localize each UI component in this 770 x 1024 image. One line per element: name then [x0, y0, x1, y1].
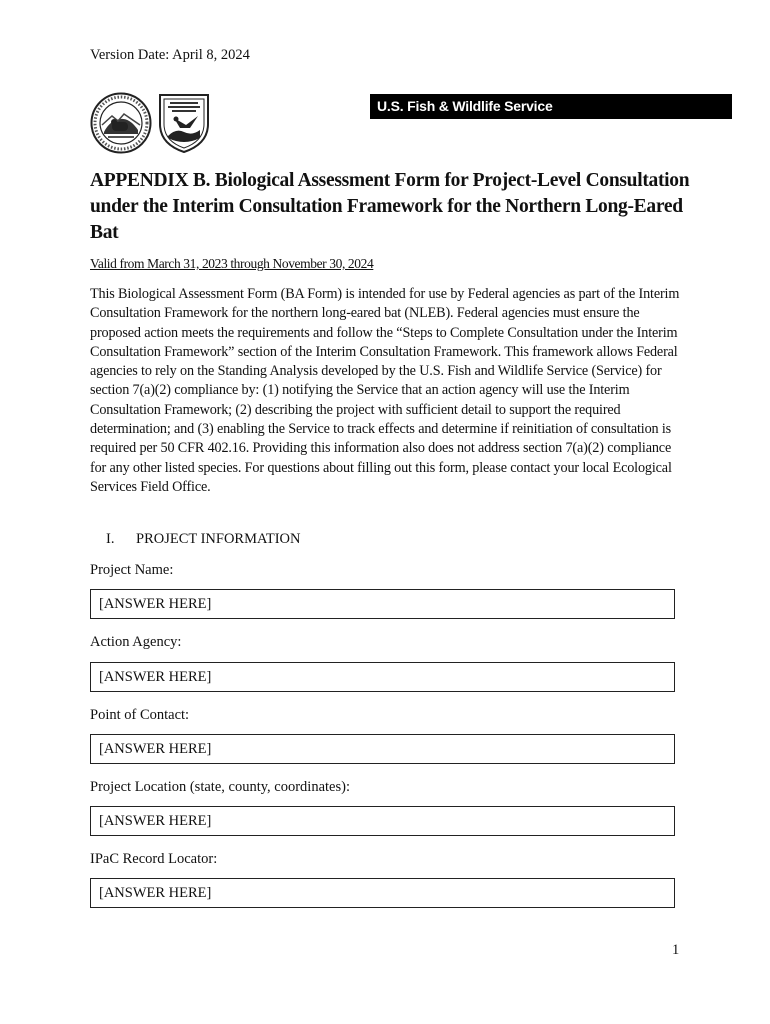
document-title: APPENDIX B. Biological Assessment Form for Project-Level Consultation under the Interim Consultation Framework for the Northern Long-Eared Bat: [90, 170, 690, 243]
doi-seal-icon: [90, 92, 152, 154]
action-agency-field[interactable]: [ANSWER HERE]: [90, 662, 675, 692]
ipac-locator-label: IPaC Record Locator:: [90, 851, 218, 867]
section-title: PROJECT INFORMATION: [136, 531, 301, 547]
ipac-locator-field[interactable]: [ANSWER HERE]: [90, 878, 675, 908]
section-heading: [106, 531, 301, 548]
validity-period: Valid from March 31, 2023 through November 30, 2024: [90, 256, 374, 271]
project-location-field[interactable]: [ANSWER HERE]: [90, 806, 675, 836]
project-name-label: Project Name:: [90, 562, 174, 578]
version-date: Version Date: April 8, 2024: [90, 47, 250, 63]
intro-paragraph: This Biological Assessment Form (BA Form) is intended for use by Federal agencies as part of the Interim Consultation Framework for the northern long-eared bat (NLEB). Federal agencies must ensure the proposed action meets the requirements and follow the “Steps to Complete Consultation under the Interim Consultation Framework” section of the Interim Consultation Framework. This framework allows Federal agencies to rely on the Standing Analysis developed by the U.S. Fish and Wildlife Service (Service) for section 7(a)(2) compliance by: (1) notifying the Service that an action agency will use the Interim Consultation Framework; (2) describing the project with sufficient detail to support the required determination; and (3) enabling the Service to track effects and determine if reinitiation of consultation is required per 50 CFR 402.16. Providing this information also does not address section 7(a)(2) compliance for any other listed species. For questions about filling out this form, please contact your local Ecological Services Field Office.: [90, 286, 680, 495]
page-number: 1: [672, 942, 680, 958]
point-of-contact-field[interactable]: [ANSWER HERE]: [90, 734, 675, 764]
usfws-banner: U.S. Fish & Wildlife Service: [370, 94, 732, 119]
fws-seal-icon: [156, 92, 218, 154]
section-number: I.: [106, 531, 115, 547]
project-name-field[interactable]: [ANSWER HERE]: [90, 589, 675, 619]
action-agency-label: Action Agency:: [90, 634, 182, 650]
project-location-label: Project Location (state, county, coordinates):: [90, 779, 350, 795]
point-of-contact-label: Point of Contact:: [90, 707, 190, 723]
